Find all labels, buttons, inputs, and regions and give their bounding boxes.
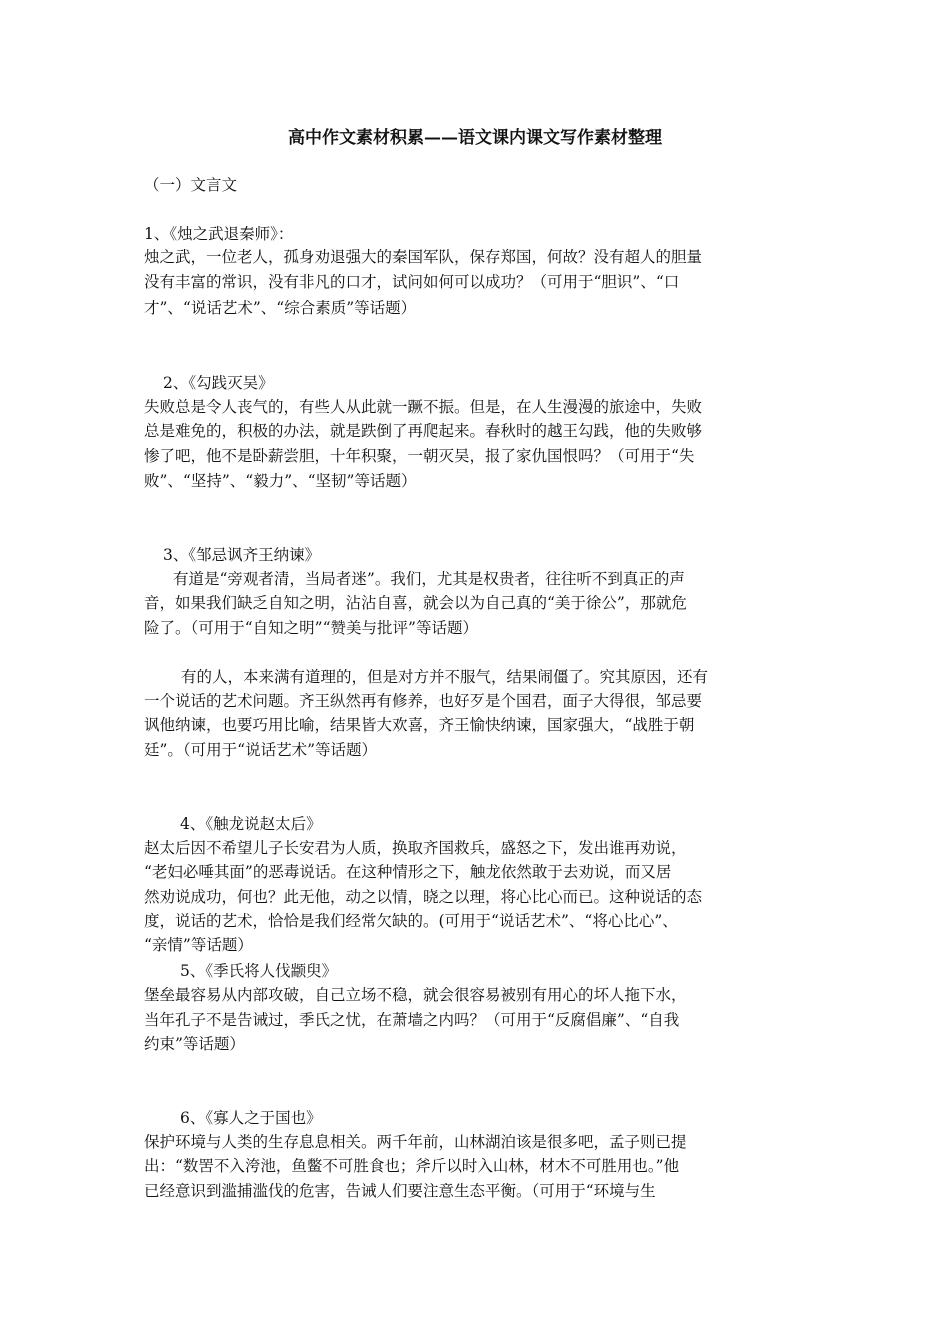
paragraph-line: 当年孔子不是告诫过，季氏之忧，在萧墙之内吗？（可用于“反腐倡廉”、“自我 [144, 1011, 680, 1029]
paragraph-line: 度，说话的艺术，恰恰是我们经常欠缺的。(可用于“说话艺术”、“将心比心”、 [144, 912, 678, 930]
paragraph-line: 讽他纳谏，也要巧用比喻，结果皆大欢喜，齐王愉快纳谏，国家强大，“战胜于朝 [144, 716, 695, 734]
document-title: 高中作文素材积累——语文课内课文写作素材整理 [288, 128, 662, 148]
paragraph-line: 才”、“说话艺术”、“综合素质”等话题） [144, 299, 417, 317]
paragraph-line: 保护环境与人类的生存息息相关。两千年前，山林湖泊该是很多吧，孟子则已提 [144, 1133, 687, 1151]
paragraph-line: 有的人，本来满有道理的，但是对方并不服气，结果闹僵了。究其原因，还有 [181, 668, 709, 686]
paragraph-line: 没有丰富的常识，没有非凡的口才，试问如何可以成功？（可用于“胆识”、“口 [144, 273, 680, 291]
item-heading: 2、《勾践灭吴》 [163, 374, 274, 392]
paragraph-line: 总是难免的，积极的办法，就是跌倒了再爬起来。春秋时的越王勾践，他的失败够 [144, 422, 703, 440]
paragraph-line: 一个说话的艺术问题。齐王纵然再有修养，也好歹是个国君，面子大得很，邹忌要 [144, 692, 703, 710]
paragraph-line: 败”、“坚持”、“毅力”、“坚韧”等话题） [144, 472, 417, 490]
paragraph-line: “亲情”等话题） [144, 936, 253, 954]
item-heading: 1、《烛之武退秦师》： [144, 225, 294, 243]
paragraph-line: 音，如果我们缺乏自知之明，沾沾自喜，就会以为自己真的“美于徐公”，那就危 [144, 594, 687, 612]
paragraph-line: 险了。（可用于“自知之明”“赞美与批评”等话题） [144, 619, 478, 637]
paragraph-line: 有道是“旁观者清，当局者迷”。我们，尤其是权贵者，往往听不到真正的声 [173, 570, 685, 588]
paragraph-line: 赵太后因不希望儿子长安君为人质，换取齐国救兵，盛怒之下，发出谁再劝说， [144, 839, 687, 857]
paragraph-line: 堡垒最容易从内部攻破，自己立场不稳，就会很容易被别有用心的坏人拖下水， [144, 986, 687, 1004]
paragraph-line: 出：“数罟不入洿池，鱼鳖不可胜食也；斧斤以时入山林，材木不可胜用也。”他 [144, 1157, 680, 1175]
paragraph-line: “老妇必唾其面”的恶毒说话。在这种情形之下，触龙依然敢于去劝说，而又居 [144, 863, 672, 881]
paragraph-line: 廷”。（可用于“说话艺术”等话题） [144, 741, 378, 759]
paragraph-line: 失败总是令人丧气的，有些人从此就一蹶不振。但是，在人生漫漫的旅途中，失败 [144, 398, 703, 416]
item-heading: 5、《季氏将人伐颛臾》 [180, 962, 338, 980]
item-heading: 6、《寡人之于国也》 [180, 1109, 322, 1127]
paragraph-line: 然劝说成功，何也？此无他，动之以情，晓之以理，将心比心而已。这种说话的态 [144, 888, 703, 906]
paragraph-line: 约束”等话题） [144, 1035, 245, 1053]
paragraph-line: 烛之武，一位老人，孤身劝退强大的秦国军队，保存郑国，何故？没有超人的胆量 [144, 248, 703, 266]
item-heading: 3、《邹忌讽齐王纳谏》 [163, 546, 321, 564]
paragraph-line: 惨了吧，他不是卧薪尝胆，十年积聚，一朝灭吴，报了家仇国恨吗？（可用于“失 [144, 447, 695, 465]
paragraph-line: 已经意识到滥捕滥伐的危害，告诫人们要注意生态平衡。（可用于“环境与生 [144, 1182, 656, 1200]
section-heading: （一）文言文 [144, 176, 238, 194]
item-heading: 4、《触龙说赵太后》 [180, 815, 322, 833]
